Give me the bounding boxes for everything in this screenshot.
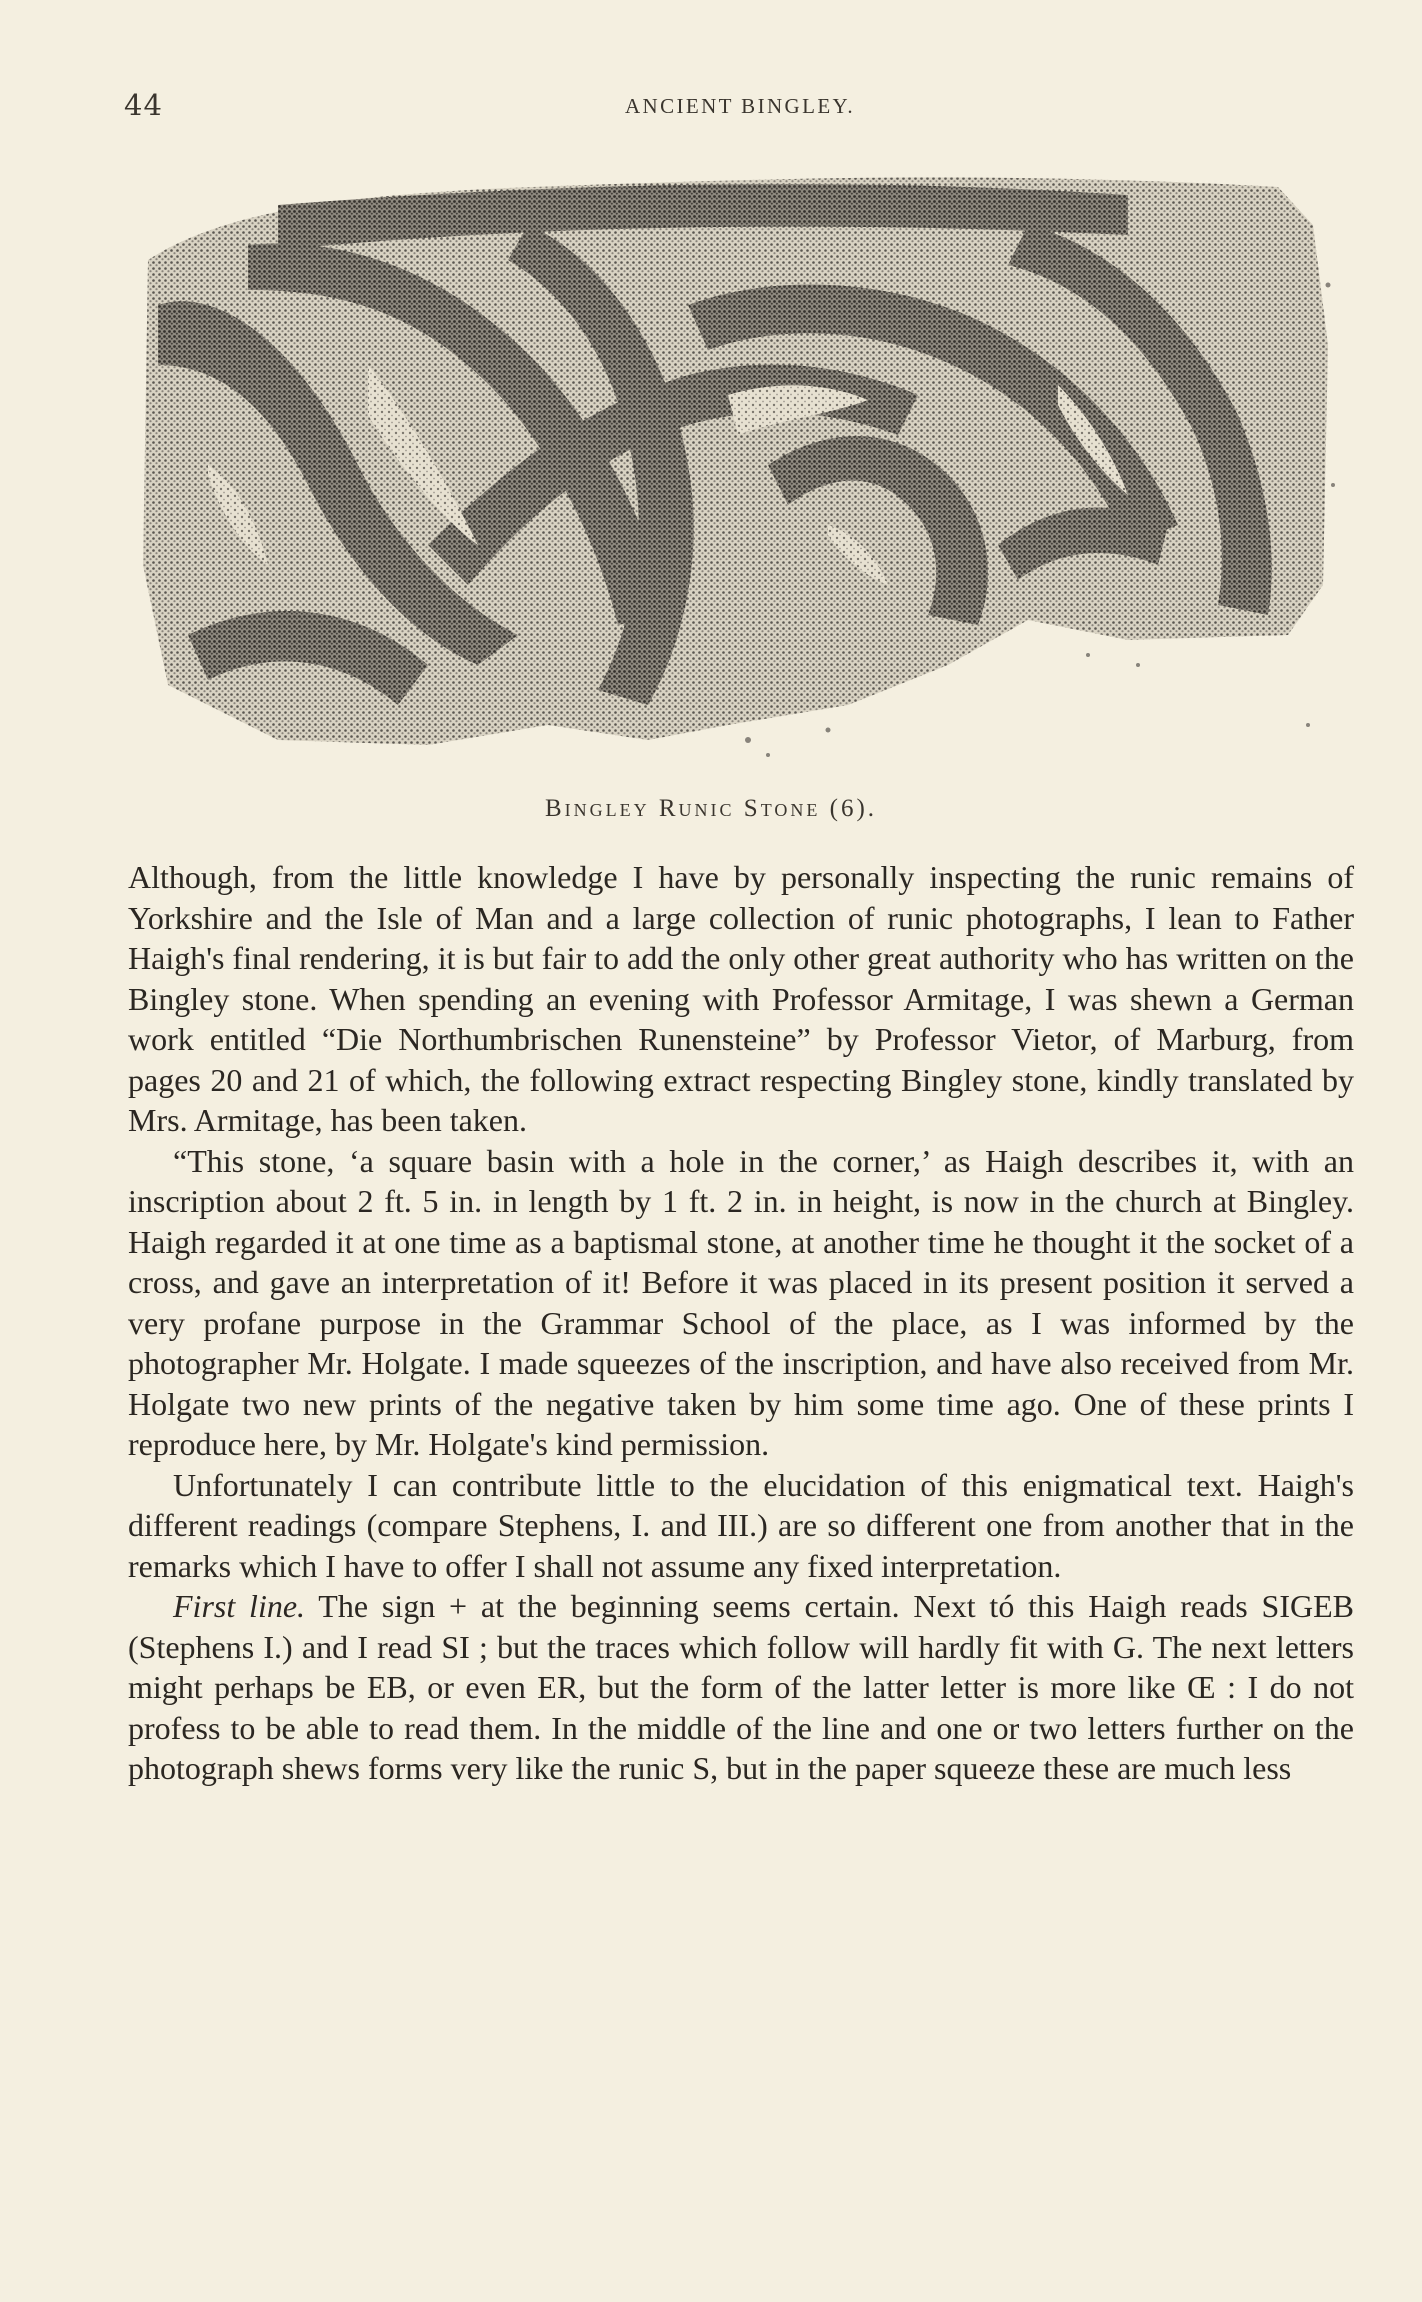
page-number: 44 [124,88,163,122]
runic-stone-figure [128,165,1343,780]
paragraph: Unfortunately I can contribute little to the elucidation of this enigmatical text. Haigh's different readings (compare Stephens, I. and III.) are so different one from another that in the remarks which I have to offer I shall not assume any fixed interpretation. [128,1466,1354,1584]
paragraph-text: The sign + at the beginning seems certain. Next tó this Haigh reads SIGEB (Stephens I.) and I read SI ; but the traces which follow will hardly fit with G. The next letters might perhaps be EB, or even ER, but the form of the latter letter is more like Œ : I do not profess to be able to read them. In the middle of the line and one or two letters further on the photograph shews forms very like the runic S, but in the paper squeeze these are much less [128,1588,1355,1786]
runic-stone-illustration-icon [128,165,1343,780]
page-header [124,88,1356,128]
figure-caption: Bingley Runic Stone (6). [544,795,878,822]
paragraph: “This stone, ‘a square basin with a hole in the corner,’ as Haigh describes it, with an inscription about 2 ft. 5 in. in length by 1 ft. 2 in. in height, is now in the church at Bingley. Haigh regarded it at one time as a baptismal stone, at another time he thought it the socket of a cross, and gave an interpretation of it! Before it was placed in its present position it served a very profane purpose in the Grammar School of the place, as I was informed by the photographer Mr. Holgate. I made squeezes of the inscription, and have also received from Mr. Holgate two new prints of the negative taken by him some time ago. One of these prints I reproduce here, by Mr. Holgate's kind permission. [128,1142,1354,1462]
paragraph-lead: First line. [173,1588,306,1624]
paragraph: Although, from the little knowledge I have by personally inspecting the runic remains of Yorkshire and the Isle of Man and a large collection of runic photographs, I lean to Father Haigh's final rendering, it is but fair to add the only other great authority who has written on the Bingley stone. When spending an evening with Professor Armitage, I was shewn a German work entitled “Die Northumbrischen Runensteine” by Professor Vietor, of Marburg, from pages 20 and 21 of which, the following extract respecting Bingley stone, kindly translated by Mrs. Armitage, has been taken. [128,859,1354,1138]
body-text [128,857,1354,1789]
paragraph-first-line [128,1586,1354,1789]
running-title: ANCIENT BINGLEY. [624,94,856,118]
